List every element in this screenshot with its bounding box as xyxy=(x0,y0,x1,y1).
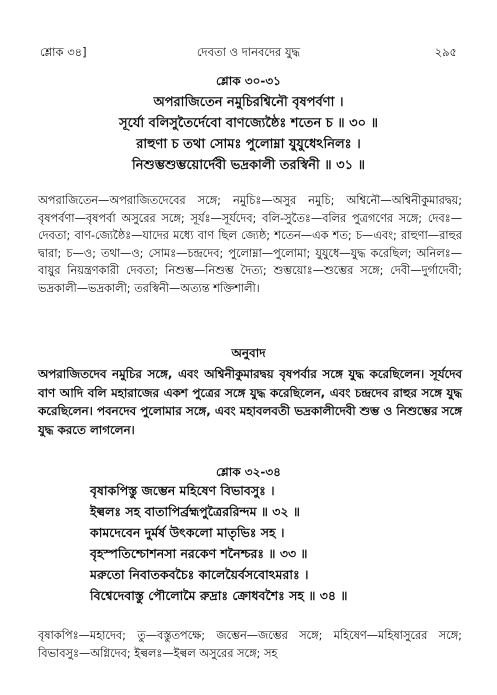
verse-text-30-31 xyxy=(40,93,457,175)
verse-heading-32-34: শ্লোক ৩২-৩৪ xyxy=(216,465,281,479)
verse-line: রাহুণা চ তথা সোমঃ পুলোম্না যুযুধেঽনিলঃ । xyxy=(136,137,361,152)
verse-line: সূর্যো বলিসুতৈর্দেবো বাণজ্যেষ্ঠৈঃ শতেন চ ॥ ৩০ ॥ xyxy=(119,116,378,131)
verse-line: বিশ্বেদেবাস্তু পৌলোমৈ রুদ্রাঃ ক্রোধবশৈঃ সহ ॥ ৩৪ ॥ xyxy=(90,588,348,603)
synonyms-32-34: বৃষাকপিঃ—মহাদেব; তু—বস্তুতপক্ষে; জম্ভেন—জম্ভের সঙ্গে; মহিষেণ—মহিষাসুরের সঙ্গে; বিভাবসুঃ—অগ্নিদেব; ইল্বলঃ—ইল্বল অসুরের সঙ্গে; সহ xyxy=(38,629,462,660)
verse-line: ইল্বলঃ সহ বাতাপির্ব্রহ্মপুত্রৈররিন্দম ॥ ৩২ ॥ xyxy=(90,504,300,519)
verse-line: বৃহস্পতিশ্চোশনসা নরকেণ শনৈশ্চরঃ ॥ ৩৩ ॥ xyxy=(90,546,308,561)
verse-heading-30-31: শ্লোক ৩০-৩১ xyxy=(216,74,281,88)
verse-line: নিশুম্ভশুম্ভয়োর্দেবী ভদ্রকালী তরস্বিনী ॥ ৩১ ॥ xyxy=(132,158,365,173)
synonyms-30-31: অপরাজিতেন—অপরাজিতদেবের সঙ্গে; নমুচিঃ—অসুর নমুচি; অশ্বিনৌ—অশ্বিনীকুমারদ্বয়; বৃষপর্বণা—বৃষপর্বা অসুরের সঙ্গে; সূর্যঃ—সূর্যদেব; বলি-সুতৈঃ—বলির পুত্রগণের সঙ্গে; দেবঃ—দেবতা; বাণ-জ্যেষ্ঠৈঃ—যাদের মধ্যে বাণ ছিল জ্যেষ্ঠ; শতেন—এক শত; চ—এবং; রাহুণা—রাহুর দ্বারা; চ—ও; তথা—ও; সোমঃ—চন্দ্রদেব; পুলোম্না—পুলোমা; যুযুধে—যুদ্ধ করেছিল; অনিলঃ—বায়ুর নিয়ন্ত্রণকারী দেবতা; নিশুম্ভ—নিশুম্ভ দৈত্য; শুম্ভয়োঃ—শুম্ভের সঙ্গে; দেবী—দুর্গাদেবী; ভদ্রকালী—ভদ্রকালী; তরস্বিনী—অত্যন্ত শক্তিশালী। xyxy=(38,194,462,295)
running-header xyxy=(40,44,457,60)
verse-line: কামদেবেন দুর্মর্ষ উৎকলো মাতৃভিঃ সহ । xyxy=(90,525,285,540)
verse-line: মরুতো নিবাতকবচৈঃ কালেয়ৈর্বসবোঽমরাঃ । xyxy=(90,567,309,582)
verse-line: বৃষাকপিস্তু জম্ভেন মহিষেণ বিভাবসুঃ । xyxy=(90,483,275,498)
translation-heading: অনুবাদ xyxy=(231,346,266,360)
header-page-number: ২৯৫ xyxy=(434,45,457,59)
header-chapter-title: দেবতা ও দানবদের যুদ্ধ xyxy=(196,45,301,59)
header-verse-ref: শ্লোক ৩৪] xyxy=(40,45,87,59)
translation-text: অপরাজিতদেব নমুচির সঙ্গে, এবং অশ্বিনীকুমারদ্বয় বৃষপর্বার সঙ্গে যুদ্ধ করেছিলেন। সূর্যদেব বাণ আদি বলি মহারাজের একশ পুত্রের সঙ্গে যুদ্ধ করেছিলেন, এবং চন্দ্রদেব রাহুর সঙ্গে যুদ্ধ করেছিলেন। পবনদেব পুলোমার সঙ্গে, এবং মহাবলবতী ভদ্রকালীদেবী শুম্ভ ও নিশুম্ভের সঙ্গে যুদ্ধ করতে লাগলেন। xyxy=(38,367,462,437)
verse-line: অপরাজিতেন নমুচিরশ্বিনৌ বৃষপর্বণা । xyxy=(153,95,344,110)
verse-text-32-34 xyxy=(0,483,497,613)
